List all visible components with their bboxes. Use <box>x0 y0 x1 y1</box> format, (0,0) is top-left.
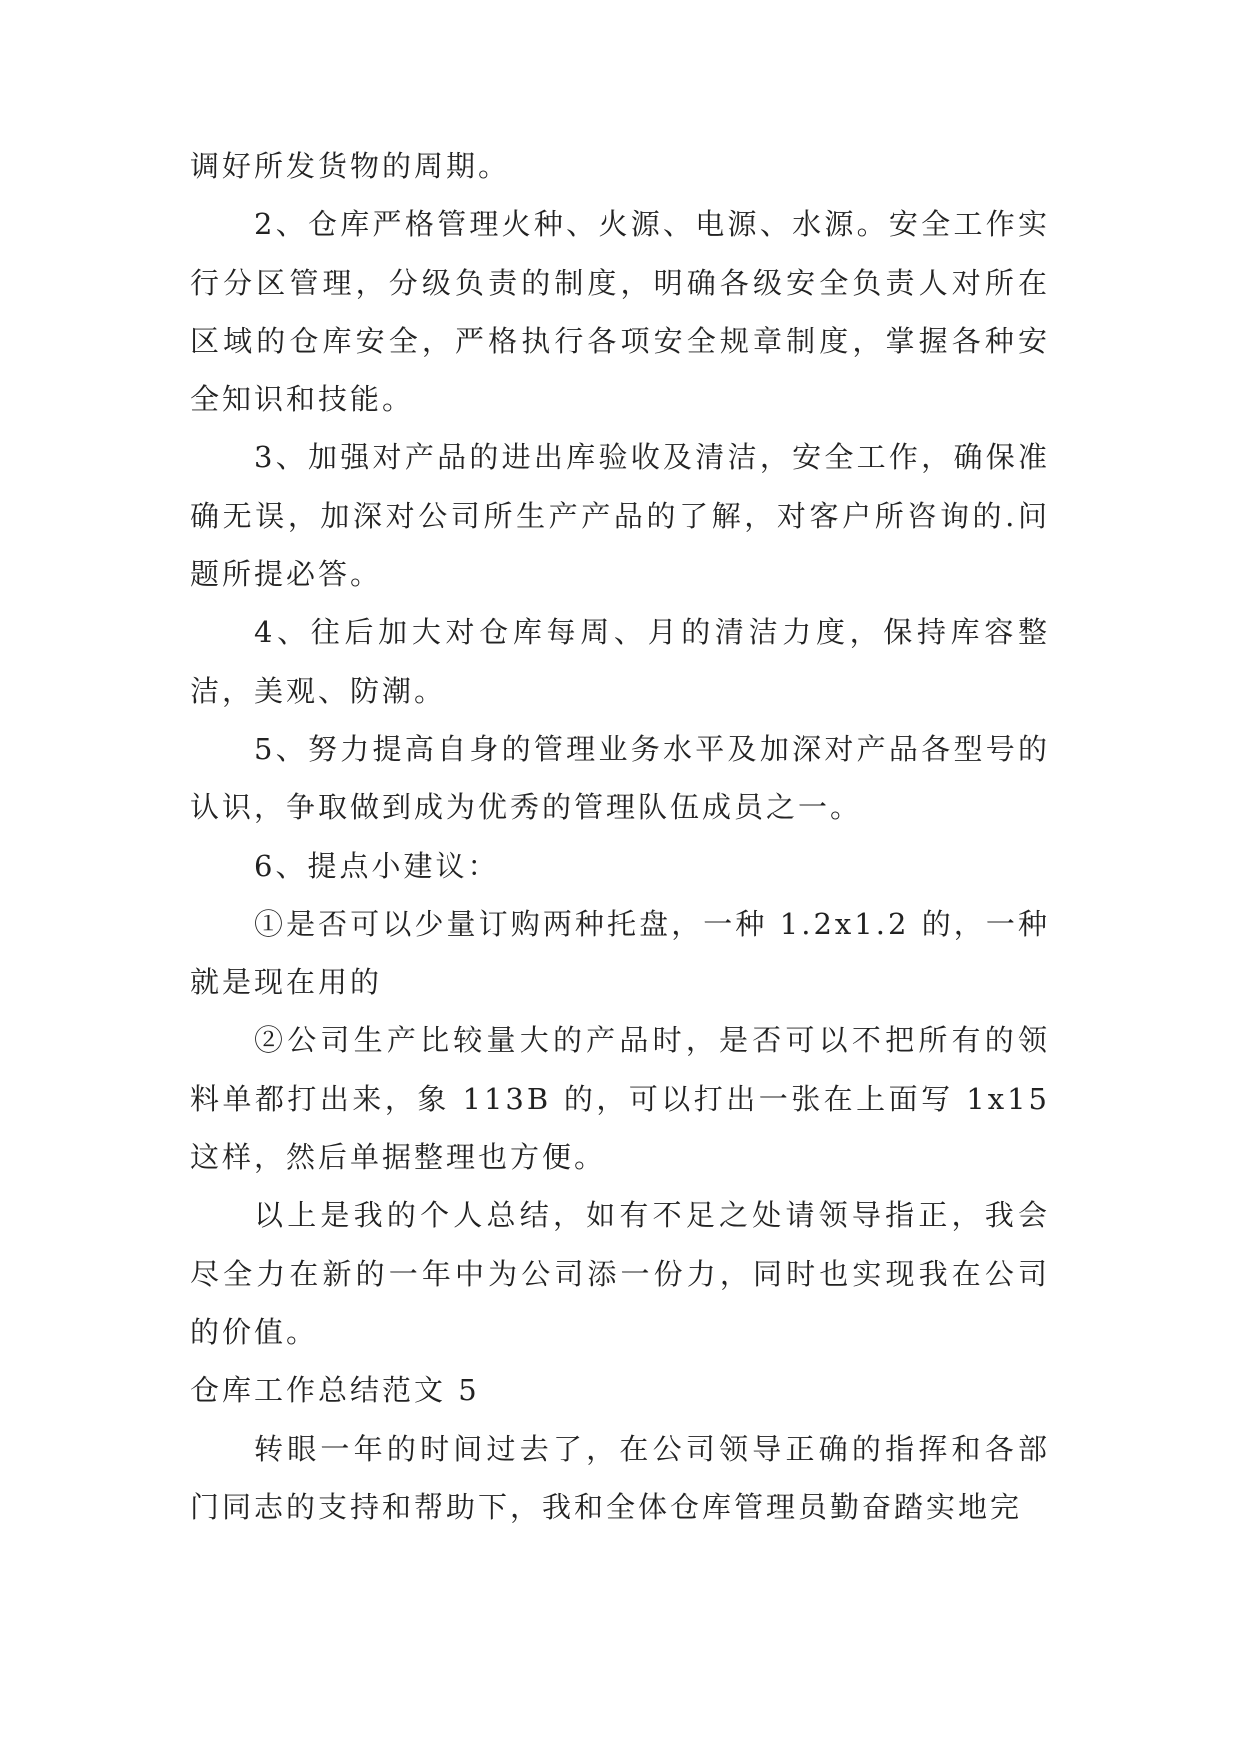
paragraph-cycle-end: 调好所发货物的周期。 <box>190 149 511 183</box>
paragraph-suggestion-1-pallets: ①是否可以少量订购两种托盘，一种 1.2x1.2 的，一种就是现在用的 <box>190 906 1050 1000</box>
paragraph-item-4-cleaning: 4、往后加大对仓库每周、月的清洁力度，保持库容整洁，美观、防潮。 <box>190 615 1050 708</box>
paragraph-sample-5-intro: 转眼一年的时间过去了，在公司领导正确的指挥和各部门同志的支持和帮助下，我和全体仓库管理员勤奋踏实地完 <box>190 1431 1050 1524</box>
paragraph-item-3-inbound-outbound: 3、加强对产品的进出库验收及清洁，安全工作，确保准确无误，加深对公司所生产产品的了解，对客户所咨询的.问题所提必答。 <box>190 440 1050 592</box>
paragraph-item-6-suggestions: 6、提点小建议： <box>254 848 500 883</box>
paragraph-suggestion-2-requisitions: ②公司生产比较量大的产品时，是否可以不把所有的领料单都打出来，象 113B 的，可以打出一张在上面写 1x15 这样，然后单据整理也方便。 <box>190 1023 1063 1175</box>
document-body <box>190 137 1063 1536</box>
paragraph-conclusion: 以上是我的个人总结，如有不足之处请领导指正，我会尽全力在新的一年中为公司添一份力，同时也实现我在公司的价值。 <box>190 1198 1050 1349</box>
paragraph-item-5-skills: 5、努力提高自身的管理业务水平及加深对产品各型号的认识，争取做到成为优秀的管理队伍成员之一。 <box>190 731 1050 825</box>
section-heading-sample-5: 仓库工作总结范文 5 <box>190 1373 480 1408</box>
paragraph-item-2-fire-safety: 2、仓库严格管理火种、火源、电源、水源。安全工作实行分区管理，分级负责的制度，明确各级安全负责人对所在区域的仓库安全，严格执行各项安全规章制度，掌握各种安全知识和技能。 <box>190 207 1050 417</box>
